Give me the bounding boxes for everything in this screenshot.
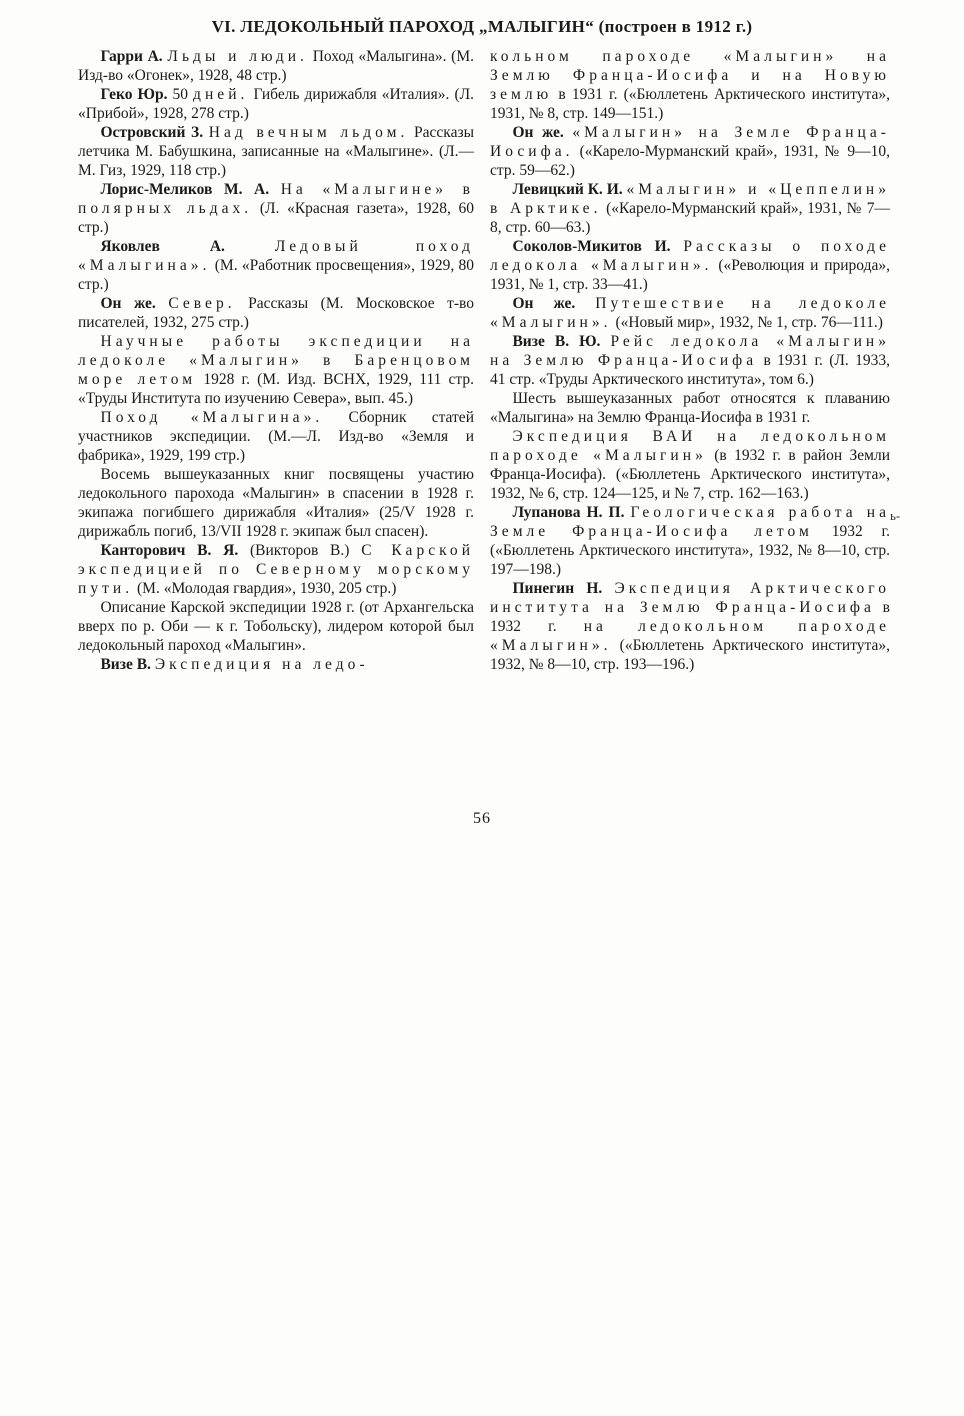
entry-segment-bold: Гарри А. <box>100 48 163 65</box>
entry-segment-normal: (Л. «Красная газета», 1928, 60 стр.) <box>78 200 475 236</box>
entry-segment-spaced: Экспедиция Арктического института на Землю Франца-Иосифа <box>490 580 891 616</box>
entry-segment-spaced: на ледокольном пароходе «Малыгин». <box>490 618 890 654</box>
entry-segment-spaced: Над вечным льдом. <box>208 124 409 141</box>
entry-segment-bold: Лупанова Н. П. <box>512 504 625 521</box>
section-title: VI. ЛЕДОКОЛЬНЫЙ ПАРОХОД „МАЛЫГИН“ (построен в 1912 г.) <box>211 17 753 36</box>
print-artifact: ь- <box>890 508 901 523</box>
entry-segment-spaced: кольном пароходе «Малыгин» на Землю Франца-Иосифа и на Новую землю <box>490 48 890 103</box>
entry-segment-normal: в 1931 г. (Л. 1933, 41 стр. «Труды Арктического института», том 6.) <box>490 352 890 388</box>
entry-segment-normal: 1932 г. («Бюллетень Арктического института», 1932, № 8—10, стр. 197—198.) <box>490 523 890 578</box>
bibliography-entry <box>78 655 474 674</box>
entry-segment-bold: Островский З. <box>100 124 204 141</box>
entry-segment-normal: Сборник статей участников экспедиции. (М.—Л. Изд-во «Земля и фабрика», 1929, 199 стр.) <box>78 409 474 464</box>
entry-segment-normal: (М. «Молодая гвардия», 1930, 205 стр.) <box>137 580 397 597</box>
bibliography-entry <box>490 294 890 332</box>
entry-segment-normal: в 1932 г. <box>490 599 890 635</box>
bibliography-entry <box>490 579 890 674</box>
bibliography-entry <box>78 47 474 85</box>
bibliography-entry <box>78 408 474 465</box>
entry-segment-spaced: На «Малыгине» в полярных льдах. <box>78 181 474 217</box>
bibliography-entry <box>78 294 474 332</box>
entry-segment-normal: в 1931 г. («Бюллетень Арктического института», 1931, № 8, стр. 149—151.) <box>490 86 890 122</box>
entry-segment-spaced: Льды и люди. <box>167 48 308 65</box>
entry-segment-normal: («Карело-Мурманский край», 1931, № 7—8, стр. 60—63.) <box>490 200 891 236</box>
entry-segment-normal: Рассказы летчика М. Бабушкина, записанные на «Малыгине». (Л.—М. Гиз, 1929, 118 стр.) <box>78 124 474 179</box>
entry-segment-spaced: Путешествие на ледоколе «Малыгин». <box>490 295 891 331</box>
entry-segment-spaced: Поход «Малыгина». <box>100 409 324 426</box>
page-number: 56 <box>473 810 491 827</box>
bibliography-entry <box>78 465 474 541</box>
entry-segment-bold: Лорис-Меликов М. А. <box>100 181 270 198</box>
entry-segment-spaced: С Карской экспедицией по Северному морскому пути. <box>78 542 475 597</box>
bibliography-entry <box>490 180 890 237</box>
entry-segment-bold: Он же. <box>100 295 156 312</box>
entry-segment-spaced: Экспедиция на ледо- <box>154 656 369 673</box>
bibliography-entry <box>490 332 890 389</box>
entry-segment-normal: («Революция и природа», 1931, № 1, стр. 33—41.) <box>490 257 890 293</box>
bibliography-entry <box>490 47 890 123</box>
entry-segment-bold: Он же. <box>512 124 564 141</box>
entry-segment-normal: Описание Карской экспедиции 1928 г. (от Архангельска вверх по р. Оби — к г. Тобольску), лидером которой был ледокольный пароход «Малыгин». <box>78 599 474 654</box>
entry-segment-bold: Канторович В. Я. <box>100 542 239 559</box>
entry-segment-normal: (М. «Работник просвещения», 1929, 80 стр.) <box>78 257 474 293</box>
bibliography-entry <box>490 123 890 180</box>
bibliography-entry <box>78 123 474 180</box>
bibliography-entry <box>490 237 890 294</box>
bibliography-entry <box>78 598 474 655</box>
entry-segment-normal: 1928 г. (М. Изд. ВСНХ, 1929, 111 стр. «Труды Института по изучению Севера», вып. 45.) <box>78 371 475 407</box>
entry-segment-normal: (Викторов В.) <box>250 542 350 559</box>
bibliography-entry <box>78 85 474 123</box>
entry-segment-spaced: «Малыгин» на Земле Франца-Иосифа. <box>490 124 890 160</box>
entry-segment-normal: Гибель дирижабля «Италия». (Л. «Прибой», 1928, 278 стр.) <box>78 86 475 122</box>
entry-segment-spaced: Научные работы экспедиции на ледоколе «Малыгин» в Баренцовом море летом <box>78 333 474 388</box>
entry-segment-spaced: Рейс ледокола «Малыгин» на Землю Франца-Иосифа <box>490 333 891 369</box>
entry-segment-bold: Визе В. Ю. <box>512 333 601 350</box>
bibliography-entry <box>78 180 474 237</box>
entry-segment-normal: (в 1932 г. в район Земли Франца-Иосифа). («Бюллетень Арктического института», 1932, № 6, стр. 124—125, и № 7, стр. 162—163.) <box>490 447 890 502</box>
column-right <box>490 47 890 674</box>
entry-segment-normal: («Бюллетень Арктического института», 1932, № 8—10, стр. 193—196.) <box>490 637 890 673</box>
entry-segment-spaced: Рассказы о походе ледокола «Малыгин». <box>490 238 891 274</box>
entry-segment-normal: («Карело-Мурманский край», 1931, № 9—10, стр. 59—62.) <box>490 143 891 179</box>
entry-segment-bold: Геко Юр. <box>100 86 168 103</box>
entry-segment-spaced: «Малыгин» и «Цеппелин» в Арктике. <box>490 181 890 217</box>
entry-segment-spaced: Геологическая работа на Земле Франца-Иосифа летом <box>490 504 891 540</box>
bibliography-columns <box>78 47 890 674</box>
entry-segment-spaced: Ледовый поход «Малыгина». <box>78 238 474 274</box>
entry-segment-spaced: Экспедиция ВАИ на ледокольном пароходе «Малыгин» <box>490 428 890 464</box>
entry-segment-bold: Соколов-Микитов И. <box>512 238 671 255</box>
bibliography-entry <box>490 389 890 427</box>
entry-segment-spaced: дней. <box>193 86 249 103</box>
entry-segment-normal: Шесть вышеуказанных работ относятся к плаванию «Малыгина» на Землю Франца-Иосифа в 1931 г. <box>490 390 890 426</box>
entry-segment-bold: Левицкий К. И. <box>512 181 623 198</box>
bibliography-entry <box>490 503 890 579</box>
bibliography-entry <box>78 332 474 408</box>
entry-segment-normal: 50 <box>172 86 189 103</box>
bibliography-entry <box>78 541 474 598</box>
entry-segment-bold: Визе В. <box>100 656 151 673</box>
entry-segment-bold: Он же. <box>512 295 576 312</box>
column-left <box>78 47 474 674</box>
bibliography-entry <box>490 427 890 503</box>
entry-segment-spaced: Север. <box>168 295 236 312</box>
entry-segment-normal: Рассказы (М. Московское т-во писателей, 1932, 275 стр.) <box>78 295 475 331</box>
bibliography-entry <box>78 237 474 294</box>
entry-segment-normal: («Новый мир», 1932, № 1, стр. 76—111.) <box>615 314 883 331</box>
entry-segment-bold: Яковлев А. <box>100 238 225 255</box>
entry-segment-normal: Поход «Малыгина». (М. Изд-во «Огонек», 1928, 48 стр.) <box>78 48 474 84</box>
entry-segment-normal: Восемь вышеуказанных книг посвящены участию ледокольного парохода «Малыгин» в спасении в 1928 г. экипажа погибшего дирижабля «Италия» (25/V 1928 г. дирижабль погиб, 13/VII 1928 г. экипаж был спасен). <box>78 466 474 540</box>
entry-segment-bold: Пинегин Н. <box>512 580 603 597</box>
